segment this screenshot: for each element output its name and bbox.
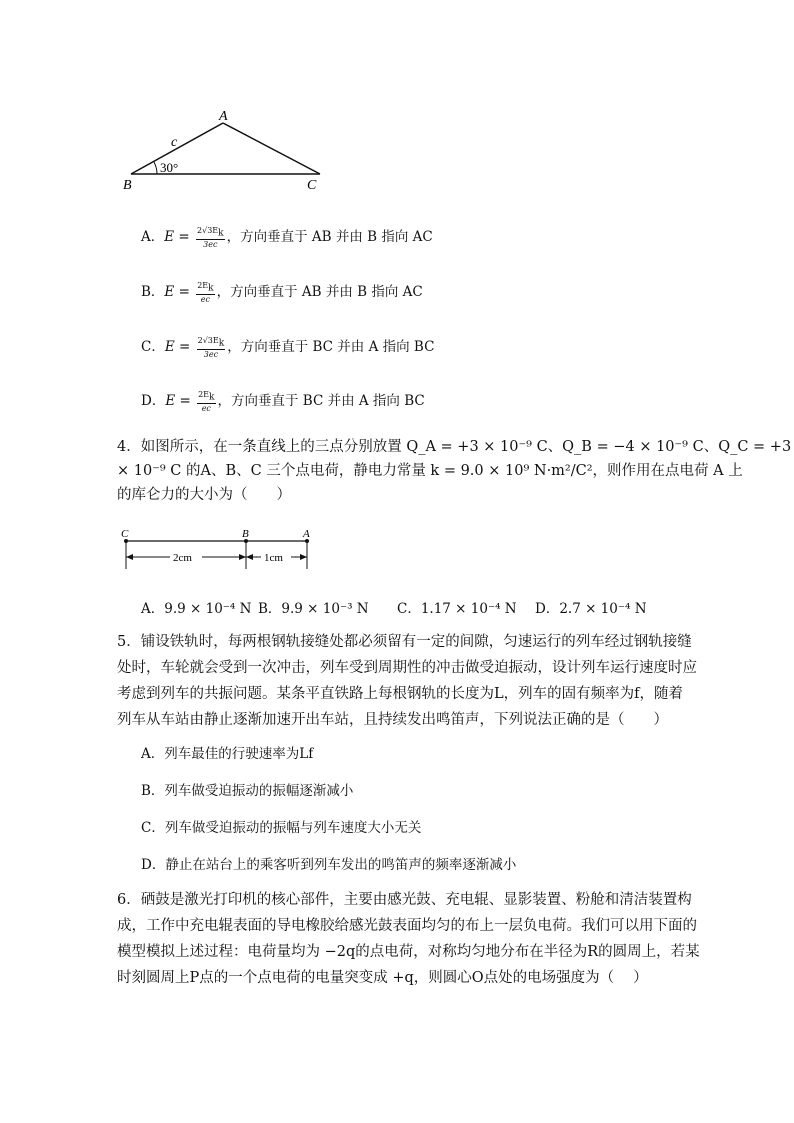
- vertex-label-b: B: [123, 178, 132, 193]
- q3-option-c-text: ，方向垂直于 BC 并由 A 指向 BC: [227, 338, 435, 355]
- arrow-ba-right: [300, 554, 307, 560]
- q3-option-b: [141, 281, 423, 304]
- point-label-b: B: [242, 528, 249, 540]
- q3-option-c: [141, 336, 434, 359]
- q3-option-a: [141, 226, 433, 249]
- q4-choice-a: A．9.9 × 10⁻⁴ N: [141, 601, 252, 617]
- q3-option-d-fraction: [197, 390, 215, 413]
- q3-option-a-num: 2√3E: [197, 226, 219, 235]
- q3-option-a-letter: A．: [141, 228, 165, 245]
- q3-option-d-letter: D．: [141, 392, 166, 409]
- q3-option-d-num-sub: k: [209, 392, 215, 403]
- q3-option-b-num-sub: k: [208, 283, 214, 294]
- q3-option-a-text: ，方向垂直于 AB 并由 B 指向 AC: [226, 228, 433, 245]
- q3-option-a-eq: E =: [164, 228, 190, 245]
- q6-line-2: 成，工作中充电辊表面的导电橡胶给感光鼓表面均匀的布上一层负电荷。我们可以用下面的: [117, 918, 697, 934]
- q4-line-2: × 10⁻⁹ C 的A、B、C 三个点电荷，静电力常量 k = 9.0 × 10⁹ N·m²/C²，则作用在点电荷 A 上: [117, 463, 743, 479]
- vertex-label-a: A: [219, 109, 228, 124]
- q4-choice-d: D．2.7 × 10⁻⁴ N: [535, 601, 647, 617]
- q3-option-b-letter: B．: [141, 283, 165, 300]
- q5-line-3: 考虑到列车的共振问题。某条平直铁路上每根钢轨的长度为L，列车的固有频率为f，随着: [117, 686, 683, 702]
- point-label-a: A: [303, 528, 310, 540]
- q3-option-d-num: 2E: [198, 390, 210, 399]
- q5-option-b: B．列车做受迫振动的振幅逐渐减小: [141, 783, 354, 799]
- dist-label-cb: 2cm: [173, 552, 192, 564]
- q3-option-b-eq: E =: [164, 283, 190, 300]
- q3-option-a-num-sub: k: [218, 228, 224, 239]
- q6-line-4: 时刻圆周上P点的一个点电荷的电量突变成 +q，则圆心O点处的电场强度为（ ）: [117, 970, 648, 986]
- q3-option-c-num: 2√3E: [197, 336, 219, 345]
- q3-option-b-num: 2E: [197, 281, 209, 290]
- q5-line-4: 列车从车站由静止逐渐加速开出车站，且持续发出鸣笛声，下列说法正确的是（ ）: [117, 712, 668, 728]
- q3-option-c-den: 3ec: [203, 349, 219, 359]
- charge-line-figure: [115, 524, 325, 574]
- q3-option-a-fraction: [196, 226, 225, 249]
- q5-option-c: C．列车做受迫振动的振幅与列车速度大小无关: [141, 820, 422, 836]
- q4-choice-b: B．9.9 × 10⁻³ N: [258, 601, 369, 617]
- q3-option-b-den: ec: [200, 294, 210, 304]
- side-ac: [223, 123, 320, 174]
- dist-label-ba: 1cm: [264, 552, 283, 564]
- q4-choice-c: C．1.17 × 10⁻⁴ N: [397, 601, 517, 617]
- angle-arc: [154, 162, 157, 174]
- q6-line-3: 模型模拟上述过程：电荷量均为 −2q的点电荷，对称均匀地分布在半径为R的圆周上，若某: [117, 944, 700, 960]
- q5-option-d: D．静止在站台上的乘客听到列车发出的鸣笛声的频率逐渐减小: [141, 857, 517, 873]
- side-label-c: c: [171, 135, 178, 150]
- q5-line-1: 5．铺设铁轨时，每两根钢轨接缝处都必须留有一定的间隙，匀速运行的列车经过钢轨接缝: [117, 634, 692, 650]
- q3-option-b-fraction: [196, 281, 214, 304]
- angle-label: 30°: [160, 160, 179, 175]
- q3-option-c-num-sub: k: [218, 338, 225, 349]
- q3-option-c-fraction: [197, 336, 226, 359]
- q3-option-a-den: 3ec: [203, 239, 218, 249]
- q3-option-c-letter: C．: [141, 338, 165, 355]
- q3-option-c-eq: E =: [164, 338, 191, 355]
- triangle-figure: [120, 100, 340, 195]
- arrow-cb-right: [239, 554, 246, 560]
- q3-option-d-eq: E =: [165, 392, 191, 409]
- q6-line-1: 6．硒鼓是激光打印机的核心部件，主要由感光鼓、充电辊、显影装置、粉舱和清洁装置构: [117, 892, 692, 908]
- q4-line-3: 的库仑力的大小为（ ）: [117, 487, 291, 503]
- vertex-label-c: C: [307, 178, 317, 193]
- q3-option-d: [141, 390, 425, 413]
- q5-line-2: 处时，车轮就会受到一次冲击，列车受到周期性的冲击做受迫振动，设计列车运行速度时应: [117, 660, 697, 676]
- q3-option-b-text: ，方向垂直于 AB 并由 B 指向 AC: [216, 283, 423, 300]
- q5-option-a: A．列车最佳的行驶速率为Lf: [141, 746, 314, 762]
- q4-line-1: 4．如图所示，在一条直线上的三点分别放置 Q_A = +3 × 10⁻⁹ C、Q_B = −4 × 10⁻⁹ C、Q_C = +3: [117, 439, 792, 455]
- q3-option-d-den: ec: [201, 403, 211, 413]
- arrow-cb-left: [126, 554, 133, 560]
- arrow-ba-left: [246, 554, 253, 560]
- q3-option-d-text: ，方向垂直于 BC 并由 A 指向 BC: [217, 392, 425, 409]
- point-label-c: C: [121, 528, 129, 540]
